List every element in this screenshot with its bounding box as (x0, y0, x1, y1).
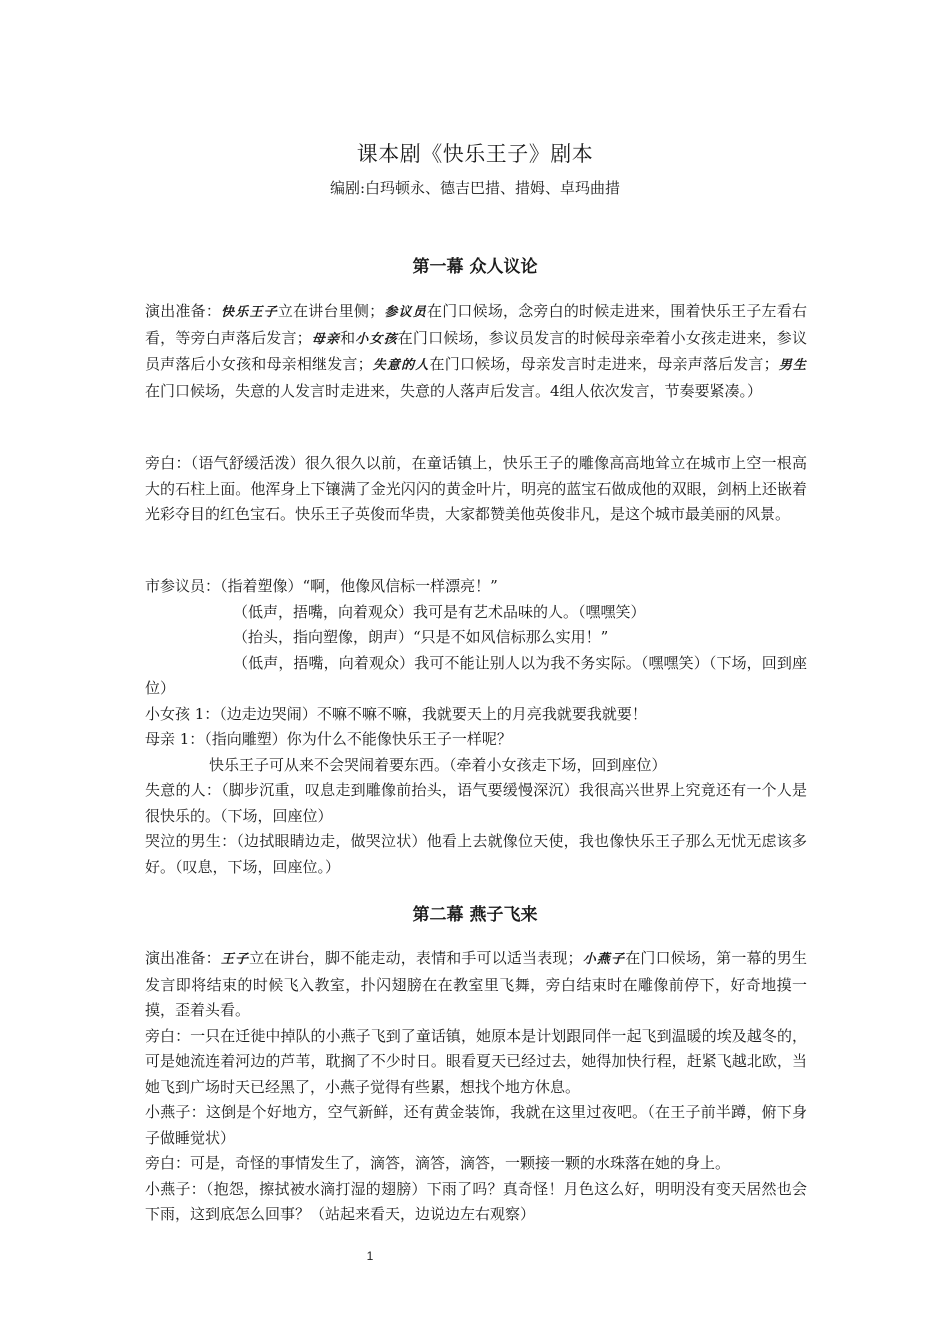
dialogue-line: 旁白：可是，奇怪的事情发生了，滴答，滴答，滴答，一颗接一颗的水珠落在她的身上。 (145, 1154, 731, 1172)
page-number: 1 (366, 1249, 374, 1263)
dialogue-line: 市参议员：（指着塑像）“啊，他像风信标一样漂亮！” (145, 577, 498, 595)
dialogue-line: 小女孩 1：（边走边哭闹）不嘛不嘛不嘛，我就要天上的月亮我就要我就要！ (145, 704, 647, 723)
act2-heading: 第二幕 燕子飞来 (412, 905, 538, 925)
document-authors: 编剧:白玛顿永、德吉巴措、措姆、卓玛曲措 (329, 179, 621, 197)
dialogue-line: （抬头，指向塑像，朗声）“只是不如风信标那么实用！” (233, 628, 609, 646)
act2-body (145, 946, 807, 1228)
role-name: 参议员 (384, 305, 427, 320)
prep-label: 演出准备： (145, 949, 221, 967)
dialogue-line: 母亲 1：（指向雕塑）你为什么不能像快乐王子一样呢？ (145, 730, 512, 748)
dialogue-line: 小燕子：这倒是个好地方，空气新鲜，还有黄金装饰，我就在这里过夜吧。（在王子前半蹲，俯下身子做睡觉状） (145, 1103, 807, 1147)
dialogue-line: （低声，捂嘴，向着观众）我可是有艺术品味的人。（嘿嘿笑） (233, 602, 646, 621)
dialogue-line: 失意的人：（脚步沉重，叹息走到雕像前抬头，语气要缓慢深沉）我很高兴世界上究竟还有一个人是很快乐的。（下场，回座位） (145, 781, 807, 825)
prep-text: 立在讲台里侧； (277, 302, 385, 320)
dialogue-line: 快乐王子可从来不会哭闹着要东西。（牵着小女孩走下场，回到座位） (209, 755, 667, 774)
prep-text: 在门口候场，母亲发言时走进来，母亲声落后发言； (429, 355, 779, 373)
prep-label: 演出准备： (145, 302, 222, 320)
prep-text: 和 (340, 328, 356, 347)
role-name: 王子 (220, 952, 250, 967)
role-name: 快乐王子 (221, 305, 278, 320)
document-title: 课本剧《快乐王子》剧本 (356, 142, 594, 166)
prep-text: 在门口候场，第一幕的男生发言即将结束的时候飞入教室，扑闪翅膀在在教室里飞舞，旁白结束时在雕像前停下，好奇地摸一摸，歪着头看。 (145, 949, 807, 1019)
act1-prep-paragraph (145, 299, 807, 404)
dialogue-line: 哭泣的男生：（边拭眼睛边走，做哭泣状）他看上去就像位天使，我也像快乐王子那么无忧无虑该多好。（叹息，下场，回座位。） (145, 832, 807, 876)
prep-text: 在门口候场，失意的人发言时走进来，失意的人落声后发言。4组人依次发言，节奏要紧凑。） (145, 381, 763, 400)
narration-line: 旁白：（语气舒缓活泼）很久很久以前，在童话镇上，快乐王子的雕像高高地耸立在城市上空一根高大的石柱上面。他浑身上下镶满了金光闪闪的黄金叶片，明亮的蓝宝石做成他的双眼，剑柄上还嵌着光彩夺目的红色宝石。快乐王子英俊而华贵，大家都赞美他英俊非凡，是这个城市最美丽的风景。 (145, 454, 807, 523)
prep-text: 在门口候场，参议员发言的时候母亲牵着小女孩走进来，参议员声落后小女孩和母亲相继发言； (145, 328, 807, 373)
role-name: 小燕子 (582, 952, 626, 967)
act1-heading: 第一幕 众人议论 (412, 257, 538, 277)
dialogue-line: （低声，捂嘴，向着观众）我可不能让别人以为我不务实际。（嘿嘿笑）（下场，回到座位） (145, 653, 807, 697)
prep-text: 在门口候场，念旁白的时候走进来，围着快乐王子左看右看，等旁白声落后发言； (145, 302, 807, 347)
prep-text: 立在讲台，脚不能走动，表情和手可以适当表现； (249, 949, 583, 967)
dialogue-line: 旁白：一只在迁徙中掉队的小燕子飞到了童话镇，她原本是计划跟同伴一起飞到温暖的埃及越冬的，可是她流连着河边的芦苇，耽搁了不少时日。眼看夏天已经过去，她得加快行程，赶紧飞越北欧，当她飞到广场时天已经黑了，小燕子觉得有些累，想找个地方休息。 (145, 1026, 807, 1096)
act1-dialogue (145, 574, 807, 880)
role-name: 母亲 (311, 331, 341, 347)
role-name: 小女孩 (355, 331, 398, 347)
role-name: 失意的人 (372, 358, 430, 373)
dialogue-line: 小燕子：（抱怨，擦拭被水滴打湿的翅膀）下雨了吗？真奇怪！月色这么好，明明没有变天居然也会下雨，这到底怎么回事？（站起来看天，边说边左右观察） (145, 1179, 807, 1223)
act1-narration (145, 451, 807, 528)
role-name: 男生 (778, 358, 807, 373)
